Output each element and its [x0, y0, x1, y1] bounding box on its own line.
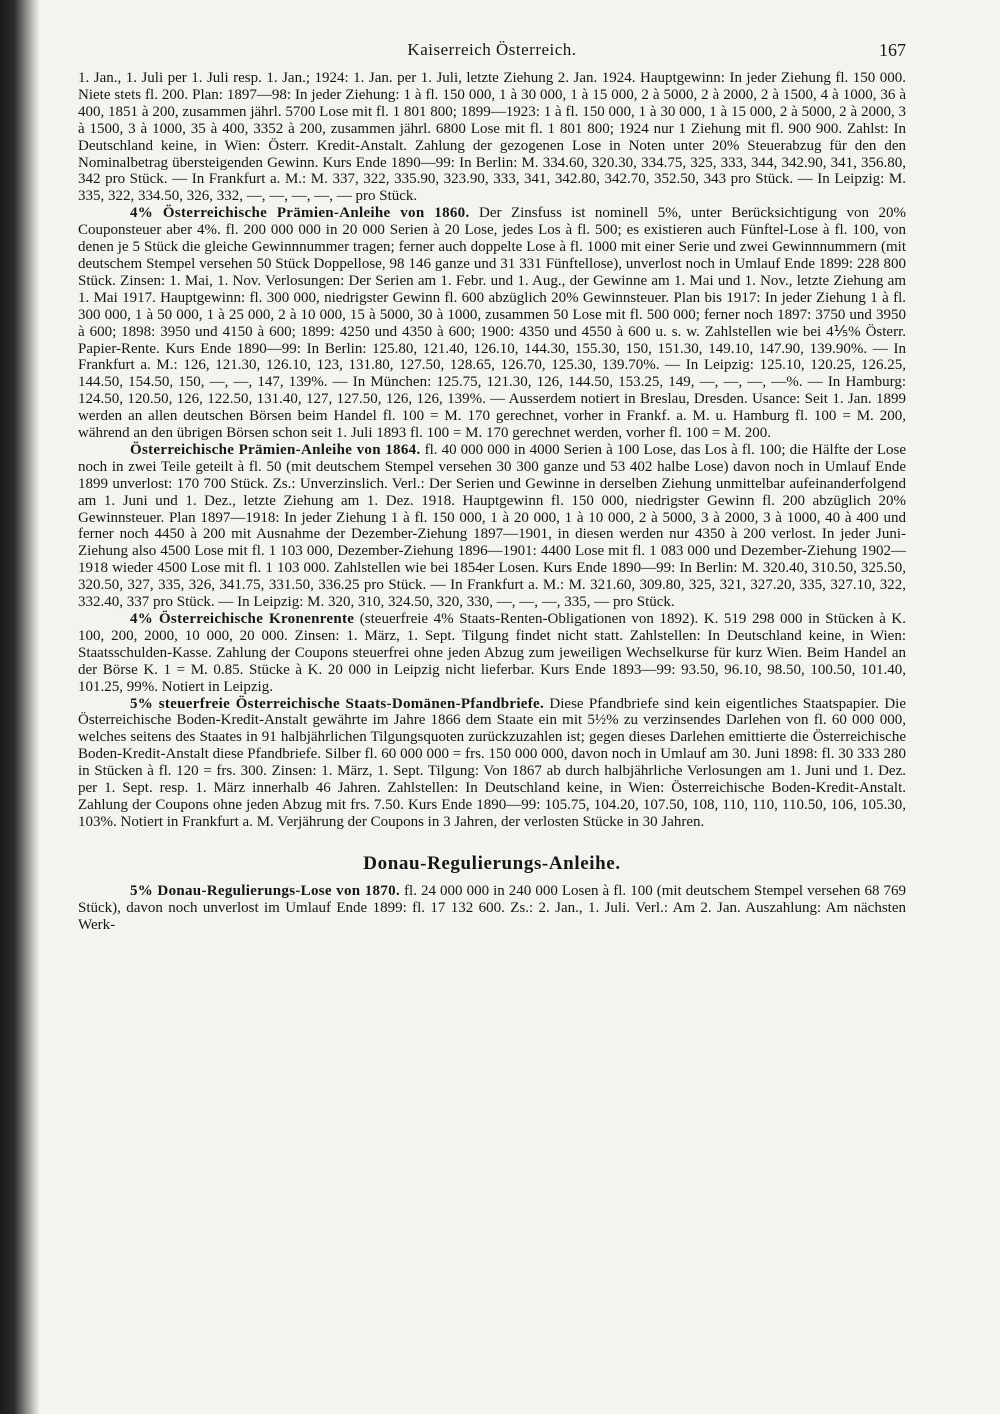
paragraph-praemien-anleihe-1860 — [78, 205, 906, 442]
book-spine-shadow — [0, 0, 40, 1414]
paragraph-praemien-anleihe-1864 — [78, 442, 906, 611]
paragraph-lead: 4% Österreichische Kronenrente — [130, 611, 355, 627]
page-header — [78, 40, 906, 70]
paragraph-body: Der Zinsfuss ist nominell 5%, unter Berücksichtigung von 20% Couponsteuer aber 4%. fl. 200 000 000 in 20 000 Serien à 20 Lose, jedes Los à fl. 500; es existieren auch Fünftel-Lose à fl. 100, von denen je 5 Stück die gleiche Gewinnnummer tragen; ferner auch doppelte Lose à fl. 1000 mit einer Serie und zwei Gewinnnummern (mit deutschem Stempel versehen 50 Stück Doppellose, 98 146 ganze und 31 331 Fünftellose), unverlost noch in Umlauf Ende 1899: 228 800 Stück. Zinsen: 1. Mai, 1. Nov. Verlosungen: Der Serien am 1. Febr. und 1. Aug., der Gewinne am 1. Mai und 1. Nov., letzte Ziehung am 1. Mai 1917. Hauptgewinn: fl. 300 000, niedrigster Gewinn fl. 600 abzüglich 20% Gewinnsteuer. Plan bis 1917: In jeder Ziehung 1 à fl. 300 000, 1 à 50 000, 1 à 25 000, 2 à 10 000, 15 à 5000, 30 à 1000, zusammen 50 Lose mit fl. 500 000; ferner noch 1897: 3750 und 3950 à 600; 1898: 3950 und 4150 à 600; 1899: 4250 und 4350 à 600; 1900: 4350 und 4550 à 600 u. s. w. Zahlstellen wie bei 4⅕% Österr. Papier-Rente. Kurs Ende 1890—99: In Berlin: 125.80, 121.40, 126.10, 144.30, 155.30, 150, 151.30, 149.10, 147.90, 139.90%. — In Frankfurt a. M.: 126, 121.30, 126.10, 123, 131.80, 127.50, 128.65, 126.70, 125.30, 139.70%. — In Leipzig: 125.10, 120.25, 126.25, 144.50, 154.50, 150, —, —, 147, 139%. — In München: 125.75, 121.30, 126, 144.50, 153.25, 149, —, —, —, —%. — In Hamburg: 124.50, 120.50, 126, 122.50, 131.40, 127, 127.50, 126, 126, 139%. — Ausserdem notiert in Breslau, Dresden. Usance: Seit 1. Jan. 1899 werden an allen deutschen Börsen beim Handel fl. 100 = M. 170 gerechnet, vorher in Frankf. a. M. u. Hamburg fl. 100 = M. 200, während an den übrigen Börsen schon seit 1. Juli 1893 fl. 100 = M. 170 gerechnet werden, vorher fl. 100 = M. 200. — [78, 205, 906, 442]
page-number: 167 — [879, 40, 906, 60]
running-title: Kaiserreich Österreich. — [407, 40, 577, 59]
paragraph-body: fl. 40 000 000 in 4000 Serien à 100 Lose, das Los à fl. 100; die Hälfte der Lose noch in zwei Teile geteilt à fl. 50 (mit deutschem Stempel versehen 30 300 ganze und 53 402 halbe Lose) davon noch in Umlauf Ende 1899 unverlost: 170 700 Stück. Zs.: Unverzinslich. Verl.: Der Serien und Gewinne in derselben Ziehung unmittelbar aufeinanderfolgend am 1. Juni und 1. Dez., letzte Ziehung am 1. Dez. 1918. Hauptgewinn fl. 150 000, niedrigster Gewinn fl. 200 abzüglich 20% Gewinnsteuer. Plan 1897—1918: In jeder Ziehung 1 à fl. 150 000, 1 à 20 000, 1 à 10 000, 2 à 5000, 3 à 2000, 3 à 1000, 40 à 400 und ferner noch 4450 à 200 mit Ausnahme der Dezember-Ziehung 1897—1901, in diesen werden nur 4350 à 200 verlost. In jeder Juni-Ziehung also 4500 Lose mit fl. 1 103 000, Dezember-Ziehung 1896—1901: 4400 Lose mit fl. 1 083 000 und Dezember-Ziehung 1902—1918 wieder 4500 Lose mit fl. 1 103 000. Zahlstellen wie bei 1854er Losen. Kurs Ende 1890—99: In Berlin: M. 320.40, 310.50, 325.50, 320.50, 327, 335, 326, 341.75, 331.50, 336.25 pro Stück. — In Frankfurt a. M.: M. 321.60, 309.80, 325, 321, 327.20, 335, 327.10, 322, 332.40, 337 pro Stück. — In Leipzig: M. 320, 310, 324.50, 320, 330, —, —, —, 335, — pro Stück. — [78, 441, 906, 611]
paragraph-lead: 5% steuerfreie Österreichische Staats-Domänen-Pfandbriefe. — [130, 695, 545, 712]
section-title: Donau-Regulierungs-Anleihe. — [363, 852, 621, 874]
paragraph-lead: Österreichische Prämien-Anleihe von 1864. — [130, 441, 421, 458]
paragraph-body: Diese Pfandbriefe sind kein eigentliches Staatspapier. Die Österreichische Boden-Kredit-Anstalt gewährte im Jahre 1866 dem Staate ein mit 5½% zu verzinsendes Darlehen von fl. 60 000 000, welches seitens des Staates in 91 halbjährlichen Tilgungsquoten zurückzuzahlen ist; gegen dieses Darlehen emittierte die Österreichische Boden-Kredit-Anstalt diese Pfandbriefe. Silber fl. 60 000 000 = frs. 150 000 000, davon noch in Umlauf am 30. Juni 1898: fl. 30 333 280 in Stücken à fl. 120 = frs. 300. Zinsen: 1. März, 1. Sept. Tilgung: Von 1867 ab durch halbjährliche Verlosungen am 1. Juni und 1. Dez. per 1. Sept. resp. 1. März innerhalb 46 Jahren. Zahlstellen: In Deutschland keine, in Wien: Österreichische Boden-Kredit-Anstalt. Zahlung der Coupons ohne jeden Abzug mit frs. 7.50. Kurs Ende 1890—99: 105.75, 104.20, 107.50, 108, 110, 110, 110.50, 106, 105.30, 103%. Notiert in Frankfurt a. M. Verjährung der Coupons in 3 Jahren, der verlosten Stücke in 30 Jahren. — [78, 695, 906, 830]
document-page — [78, 40, 906, 934]
paragraph-donau-regulierungs-lose — [78, 883, 906, 934]
paragraph-body: fl. 24 000 000 in 240 000 Losen à fl. 100 (mit deutschem Stempel versehen 68 769 Stück), davon noch unverlost im Umlauf Ende 1899: fl. 17 132 600. Zs.: 2. Jan., 1. Juli. Verl.: Am 2. Jan. Auszahlung: Am nächsten Werk- — [78, 882, 907, 933]
paragraph-lose-1854-continued — [78, 70, 906, 205]
paragraph-body: (steuerfreie 4% Staats-Renten-Obligationen von 1892). K. 519 298 000 in Stücken à K. 100, 200, 2000, 10 000, 20 000. Zinsen: 1. März, 1. Sept. Tilgung findet nicht statt. Zahlstellen: In Deutschland keine, in Wien: Staatsschulden-Kasse. Zahlung der Coupons steuerfrei ohne jeden Abzug zum jeweiligen Wechselkurse für kurz Wien. Beim Handel an der Börse K. 1 = M. 0.85. Stücke à K. 20 000 in Leipzig nicht lieferbar. Kurs Ende 1893—99: 93.50, 96.10, 98.50, 100.50, 101.40, 101.25, 99%. Notiert in Leipzig. — [78, 611, 906, 695]
paragraph-lead: 4% Österreichische Prämien-Anleihe von 1860. — [130, 205, 470, 222]
paragraph-kronenrente — [78, 611, 906, 696]
paragraph-domaenen-pfandbriefe — [78, 696, 906, 831]
paragraph-lead: 5% Donau-Regulierungs-Lose von 1870. — [130, 882, 401, 899]
paragraph-body: 1. Jan., 1. Juli per 1. Juli resp. 1. Jan.; 1924: 1. Jan. per 1. Juli, letzte Ziehung 2. Jan. 1924. Hauptgewinn: In jeder Ziehung fl. 150 000. Niete stets fl. 200. Plan: 1897—98: In jeder Ziehung: 1 à fl. 150 000, 1 à 30 000, 1 à 15 000, 2 à 5000, 2 à 2000, 2 à 1500, 4 à 1000, 36 à 400, 1851 à 200, zusammen jährl. 5700 Lose mit fl. 1 801 800; 1899—1923: 1 à fl. 150 000, 1 à 30 000, 1 à 15 000, 2 à 5000, 2 à 2000, 3 à 1500, 3 à 1000, 35 à 400, 3352 à 200, zusammen jährl. 6800 Lose mit fl. 1 801 800; 1924 nur 1 Ziehung mit fl. 900 900. Zahlst: In Deutschland keine, in Wien: Österr. Kredit-Anstalt. Zahlung der gezogenen Lose in Noten unter 20% Steuerabzug für den den Nominalbetrag übersteigenden Gewinn. Kurs Ende 1890—99: In Berlin: M. 334.60, 320.30, 334.75, 325, 333, 344, 342.90, 341, 356.80, 342 pro Stück. — In Frankfurt a. M.: M. 337, 322, 335.90, 323.90, 333, 341, 342.80, 342.70, 352.50, 343 pro Stück. — In Leipzig: M. 335, 322, 334.50, 326, 332, —, —, —, —, — pro Stück. — [78, 70, 906, 205]
